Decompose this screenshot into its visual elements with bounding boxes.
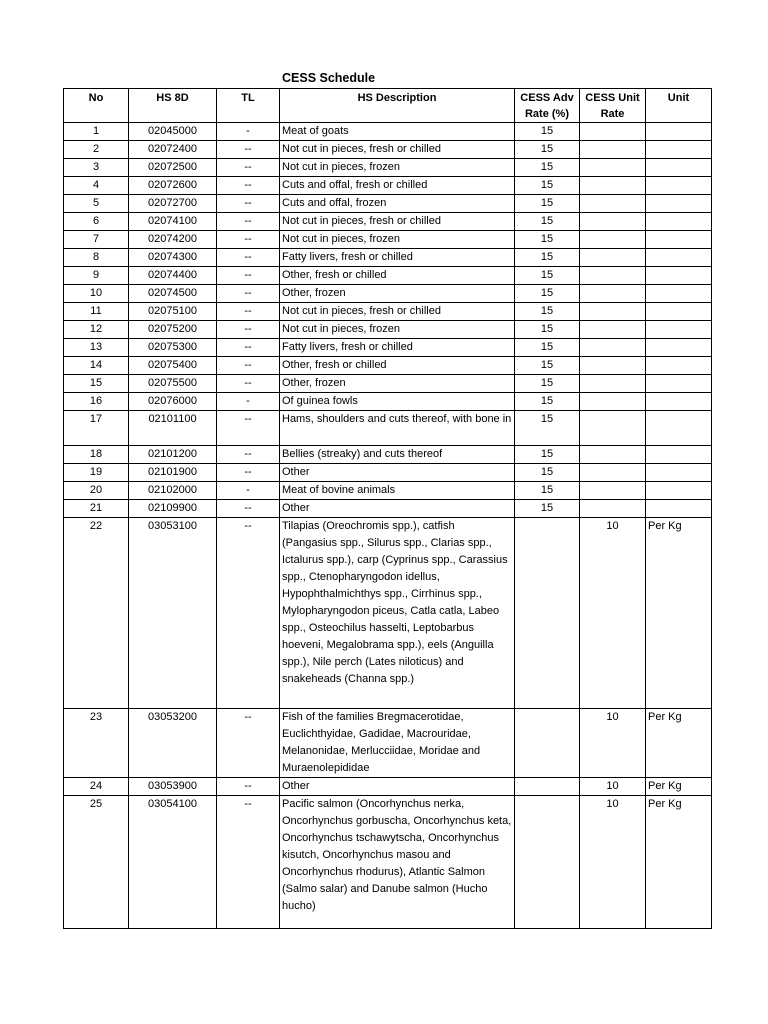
row-tl: -- <box>217 249 280 267</box>
row-tl: -- <box>217 464 280 482</box>
row-hs-code: 02074200 <box>129 231 217 249</box>
table-row <box>64 231 712 249</box>
row-cess-adv-rate: 15 <box>515 249 580 267</box>
table-row <box>64 213 712 231</box>
row-tl: -- <box>217 213 280 231</box>
table-row <box>64 159 712 177</box>
row-description: Not cut in pieces, fresh or chilled <box>280 303 515 321</box>
row-no: 8 <box>64 249 129 267</box>
row-no: 4 <box>64 177 129 195</box>
row-hs-code: 02101200 <box>129 446 217 464</box>
row-description: Meat of goats <box>280 123 515 141</box>
row-no: 21 <box>64 500 129 518</box>
row-no: 25 <box>64 796 129 929</box>
row-cess-adv-rate: 15 <box>515 321 580 339</box>
row-hs-code: 03053200 <box>129 709 217 778</box>
row-description: Not cut in pieces, fresh or chilled <box>280 213 515 231</box>
row-cess-unit-rate <box>580 231 646 249</box>
table-row <box>64 357 712 375</box>
row-hs-code: 02072400 <box>129 141 217 159</box>
table-row <box>64 411 712 446</box>
row-unit <box>646 303 712 321</box>
row-no: 6 <box>64 213 129 231</box>
row-cess-adv-rate: 15 <box>515 177 580 195</box>
row-hs-code: 02075400 <box>129 357 217 375</box>
row-cess-adv-rate <box>515 709 580 778</box>
row-tl: -- <box>217 321 280 339</box>
table-row <box>64 249 712 267</box>
row-cess-adv-rate: 15 <box>515 464 580 482</box>
row-cess-unit-rate <box>580 249 646 267</box>
table-row <box>64 195 712 213</box>
row-cess-adv-rate: 15 <box>515 303 580 321</box>
row-description: Not cut in pieces, fresh or chilled <box>280 141 515 159</box>
row-no: 7 <box>64 231 129 249</box>
row-cess-adv-rate: 15 <box>515 285 580 303</box>
row-cess-unit-rate <box>580 285 646 303</box>
row-cess-unit-rate: 10 <box>580 778 646 796</box>
cess-schedule-table <box>63 88 712 929</box>
row-unit <box>646 500 712 518</box>
row-tl: - <box>217 123 280 141</box>
row-tl: -- <box>217 500 280 518</box>
row-cess-unit-rate <box>580 177 646 195</box>
row-cess-unit-rate <box>580 213 646 231</box>
row-unit <box>646 411 712 446</box>
row-hs-code: 02075200 <box>129 321 217 339</box>
row-no: 19 <box>64 464 129 482</box>
row-unit <box>646 482 712 500</box>
row-tl: -- <box>217 303 280 321</box>
row-unit <box>646 213 712 231</box>
row-cess-unit-rate: 10 <box>580 709 646 778</box>
row-hs-code: 02072700 <box>129 195 217 213</box>
row-hs-code: 02074300 <box>129 249 217 267</box>
row-hs-code: 02075500 <box>129 375 217 393</box>
row-unit <box>646 249 712 267</box>
row-no: 3 <box>64 159 129 177</box>
row-hs-code: 02072600 <box>129 177 217 195</box>
row-hs-code: 02101100 <box>129 411 217 446</box>
row-unit: Per Kg <box>646 709 712 778</box>
row-tl: -- <box>217 177 280 195</box>
row-unit <box>646 285 712 303</box>
row-tl: -- <box>217 195 280 213</box>
row-unit <box>646 195 712 213</box>
row-tl: -- <box>217 778 280 796</box>
row-hs-code: 03054100 <box>129 796 217 929</box>
row-description: Not cut in pieces, frozen <box>280 321 515 339</box>
row-unit <box>646 321 712 339</box>
row-cess-adv-rate <box>515 796 580 929</box>
row-tl: -- <box>217 796 280 929</box>
row-tl: -- <box>217 267 280 285</box>
row-hs-code: 02075100 <box>129 303 217 321</box>
row-unit <box>646 339 712 357</box>
row-description: Other <box>280 778 515 796</box>
row-cess-unit-rate <box>580 267 646 285</box>
row-no: 14 <box>64 357 129 375</box>
table-row <box>64 446 712 464</box>
row-no: 2 <box>64 141 129 159</box>
row-cess-unit-rate <box>580 141 646 159</box>
row-unit <box>646 159 712 177</box>
row-tl: -- <box>217 159 280 177</box>
table-row <box>64 393 712 411</box>
row-cess-unit-rate <box>580 464 646 482</box>
header-cess-unit-rate: CESS Unit Rate <box>580 89 646 123</box>
row-description: Bellies (streaky) and cuts thereof <box>280 446 515 464</box>
header-unit: Unit <box>646 89 712 123</box>
row-description: Fatty livers, fresh or chilled <box>280 339 515 357</box>
row-description: Of guinea fowls <box>280 393 515 411</box>
row-description: Meat of bovine animals <box>280 482 515 500</box>
row-cess-unit-rate <box>580 482 646 500</box>
row-cess-adv-rate <box>515 778 580 796</box>
table-row <box>64 303 712 321</box>
row-cess-adv-rate: 15 <box>515 231 580 249</box>
row-cess-unit-rate <box>580 123 646 141</box>
row-cess-adv-rate: 15 <box>515 411 580 446</box>
row-description: Other <box>280 464 515 482</box>
row-tl: -- <box>217 518 280 709</box>
row-tl: -- <box>217 339 280 357</box>
row-unit: Per Kg <box>646 796 712 929</box>
row-cess-unit-rate <box>580 339 646 357</box>
table-row <box>64 123 712 141</box>
row-cess-adv-rate: 15 <box>515 482 580 500</box>
row-cess-unit-rate <box>580 411 646 446</box>
row-tl: -- <box>217 285 280 303</box>
header-no: No <box>64 89 129 123</box>
row-description: Not cut in pieces, frozen <box>280 231 515 249</box>
row-hs-code: 02074100 <box>129 213 217 231</box>
row-hs-code: 02075300 <box>129 339 217 357</box>
row-unit: Per Kg <box>646 778 712 796</box>
table-row <box>64 321 712 339</box>
header-hs-description: HS Description <box>280 89 515 123</box>
row-cess-unit-rate <box>580 357 646 375</box>
table-row <box>64 375 712 393</box>
row-hs-code: 02109900 <box>129 500 217 518</box>
table-row <box>64 285 712 303</box>
row-tl: -- <box>217 141 280 159</box>
row-hs-code: 02102000 <box>129 482 217 500</box>
header-cess-adv-rate: CESS Adv Rate (%) <box>515 89 580 123</box>
row-cess-adv-rate: 15 <box>515 339 580 357</box>
row-hs-code: 02074400 <box>129 267 217 285</box>
table-row <box>64 267 712 285</box>
row-no: 18 <box>64 446 129 464</box>
row-hs-code: 03053100 <box>129 518 217 709</box>
row-description: Other, frozen <box>280 375 515 393</box>
row-unit <box>646 446 712 464</box>
row-tl: -- <box>217 709 280 778</box>
row-no: 11 <box>64 303 129 321</box>
row-tl: - <box>217 482 280 500</box>
table-body <box>64 123 712 929</box>
row-tl: -- <box>217 446 280 464</box>
row-tl: -- <box>217 411 280 446</box>
row-hs-code: 03053900 <box>129 778 217 796</box>
row-unit <box>646 177 712 195</box>
row-description: Other, fresh or chilled <box>280 357 515 375</box>
row-description: Not cut in pieces, frozen <box>280 159 515 177</box>
row-cess-unit-rate <box>580 321 646 339</box>
row-description: Fish of the families Bregmacerotidae, Euclichthyidae, Gadidae, Macrouridae, Melanonidae, Merlucciidae, Moridae and Muraenolepididae <box>280 709 515 778</box>
row-description: Tilapias (Oreochromis spp.), catfish (Pangasius spp., Silurus spp., Clarias spp., Ictalurus spp.), carp (Cyprinus spp., Carassius spp., Ctenopharyngodon idellus, Hypophthalmichthys spp., Cirrhinus spp., Mylopharyngodon piceus, Catla catla, Labeo spp., Osteochilus hasselti, Leptobarbus hoeveni, Megalobrama spp.), eels (Anguilla spp.), Nile perch (Lates niloticus) and snakeheads (Channa spp.) <box>280 518 515 709</box>
row-cess-adv-rate: 15 <box>515 195 580 213</box>
row-tl: -- <box>217 357 280 375</box>
table-row <box>64 778 712 796</box>
row-tl: - <box>217 393 280 411</box>
row-description: Pacific salmon (Oncorhynchus nerka, Oncorhynchus gorbuscha, Oncorhynchus keta, Oncorhynchus tschawytscha, Oncorhynchus kisutch, Oncorhynchus masou and Oncorhynchus rhodurus), Atlantic Salmon (Salmo salar) and Danube salmon (Hucho hucho) <box>280 796 515 929</box>
row-cess-adv-rate: 15 <box>515 357 580 375</box>
row-hs-code: 02076000 <box>129 393 217 411</box>
row-cess-unit-rate <box>580 446 646 464</box>
row-cess-adv-rate: 15 <box>515 123 580 141</box>
row-unit <box>646 141 712 159</box>
table-row <box>64 500 712 518</box>
row-no: 1 <box>64 123 129 141</box>
row-no: 22 <box>64 518 129 709</box>
row-cess-adv-rate: 15 <box>515 213 580 231</box>
row-cess-adv-rate: 15 <box>515 393 580 411</box>
row-description: Fatty livers, fresh or chilled <box>280 249 515 267</box>
table-row <box>64 518 712 709</box>
header-tl: TL <box>217 89 280 123</box>
row-cess-unit-rate <box>580 195 646 213</box>
row-unit <box>646 123 712 141</box>
document-title: CESS Schedule <box>282 71 376 85</box>
row-cess-adv-rate: 15 <box>515 446 580 464</box>
row-tl: -- <box>217 231 280 249</box>
row-tl: -- <box>217 375 280 393</box>
table-row <box>64 177 712 195</box>
row-unit <box>646 393 712 411</box>
row-hs-code: 02045000 <box>129 123 217 141</box>
row-unit <box>646 464 712 482</box>
row-no: 9 <box>64 267 129 285</box>
row-cess-unit-rate: 10 <box>580 796 646 929</box>
row-no: 13 <box>64 339 129 357</box>
row-description: Other <box>280 500 515 518</box>
header-hs-8d: HS 8D <box>129 89 217 123</box>
row-description: Cuts and offal, fresh or chilled <box>280 177 515 195</box>
table-row <box>64 709 712 778</box>
table-row <box>64 141 712 159</box>
row-cess-adv-rate: 15 <box>515 375 580 393</box>
row-cess-adv-rate: 15 <box>515 500 580 518</box>
row-cess-unit-rate <box>580 159 646 177</box>
row-no: 24 <box>64 778 129 796</box>
row-cess-unit-rate <box>580 393 646 411</box>
row-no: 15 <box>64 375 129 393</box>
table-row <box>64 482 712 500</box>
row-cess-adv-rate <box>515 518 580 709</box>
row-unit <box>646 231 712 249</box>
row-description: Other, fresh or chilled <box>280 267 515 285</box>
row-hs-code: 02072500 <box>129 159 217 177</box>
row-cess-adv-rate: 15 <box>515 159 580 177</box>
row-no: 16 <box>64 393 129 411</box>
row-no: 12 <box>64 321 129 339</box>
row-description: Cuts and offal, frozen <box>280 195 515 213</box>
row-no: 20 <box>64 482 129 500</box>
table-row <box>64 796 712 929</box>
row-cess-unit-rate <box>580 375 646 393</box>
row-cess-unit-rate <box>580 500 646 518</box>
header-row <box>64 89 712 123</box>
row-cess-adv-rate: 15 <box>515 141 580 159</box>
row-unit <box>646 375 712 393</box>
row-description: Other, frozen <box>280 285 515 303</box>
row-cess-unit-rate: 10 <box>580 518 646 709</box>
table-row <box>64 464 712 482</box>
row-no: 10 <box>64 285 129 303</box>
row-hs-code: 02074500 <box>129 285 217 303</box>
row-unit <box>646 357 712 375</box>
row-hs-code: 02101900 <box>129 464 217 482</box>
row-unit <box>646 267 712 285</box>
row-cess-adv-rate: 15 <box>515 267 580 285</box>
row-cess-unit-rate <box>580 303 646 321</box>
row-no: 5 <box>64 195 129 213</box>
row-unit: Per Kg <box>646 518 712 709</box>
row-no: 23 <box>64 709 129 778</box>
table-row <box>64 339 712 357</box>
row-no: 17 <box>64 411 129 446</box>
row-description: Hams, shoulders and cuts thereof, with bone in <box>280 411 515 446</box>
